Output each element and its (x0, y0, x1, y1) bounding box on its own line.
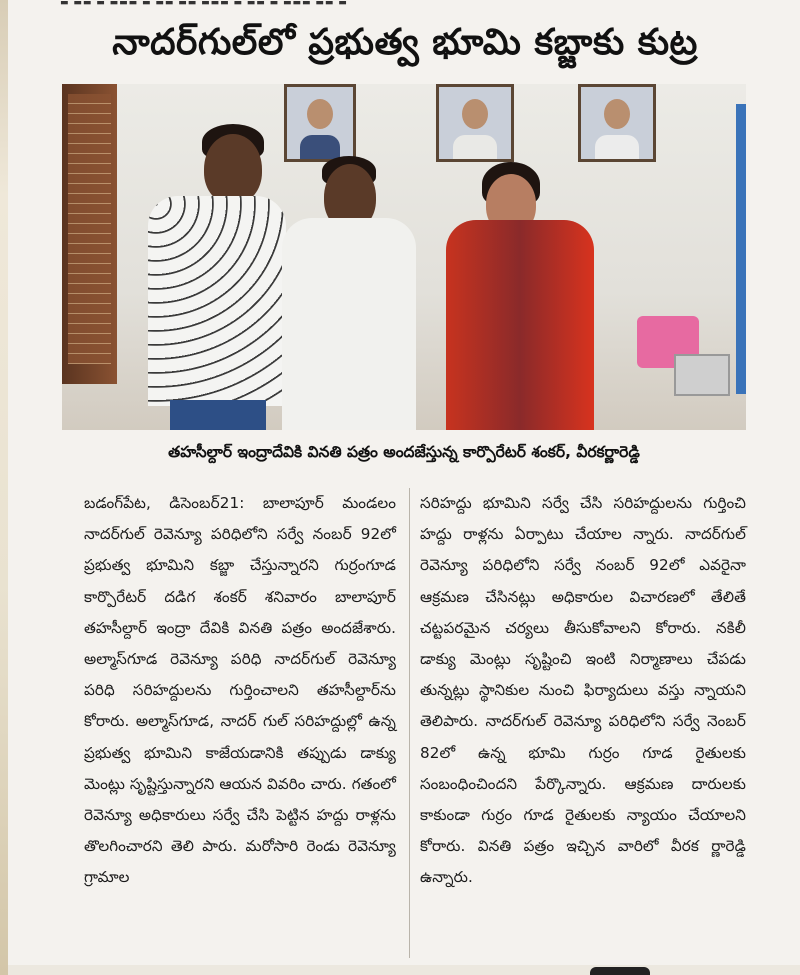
article-headline: నాదర్‌గుల్‌లో ప్రభుత్వ భూమి కబ్జాకు కుట్ర (112, 22, 698, 63)
page-bottom-edge (8, 965, 800, 975)
column-divider (409, 488, 410, 958)
wooden-notice-board (62, 84, 117, 384)
page-left-edge (0, 0, 8, 975)
blue-panel (736, 104, 746, 394)
article-column-right: సరిహద్దు భూమిని సర్వే చేసి సరిహద్దులను గుర్తించి హద్దు రాళ్లను ఏర్పాటు చేయాల న్నారు. నాదర్‌గుల్ రెవెన్యూ పరిధిలోని సర్వే నంబర్ 92లో ఎవరైనా ఆక్రమణ చేసినట్లు అధికారుల విచారణలో తేలితే చట్టపరమైన చర్యలు తీసుకోవాలని కోరారు. నకిలీ డాక్యు మెంట్లు సృష్టించి ఇంటి నిర్మాణాలు చేపడు తున్నట్లు స్థానికుల నుంచి ఫిర్యాదులు వస్తు న్నాయని తెలిపారు. నాదర్‌గుల్ రెవెన్యూ పరిధిలోని సర్వే నెంబర్ 82లో ఉన్న భూమి గుర్రం గూడ రైతులకు సంబంధించిందని పేర్కొన్నారు. ఆక్రమణ దారులకు కాకుండా గుర్రం గూడ రైతులకు న్యాయం చేయాలని కోరారు. వినతి పత్రం ఇచ్చిన వారిలో వీరక ర్ణారెడ్డి ఉన్నారు. (420, 494, 746, 887)
printer (674, 354, 730, 396)
wall-portrait-middle (436, 84, 514, 162)
wall-portrait-left (284, 84, 356, 162)
cut-off-top-text: ▬ ▬▬ ▬ ▬▬▬ ▬ ▬▬ ▬▬ ▬▬▬ ▬ ▬▬ ▬ ▬▬▬ ▬▬ ▬ (60, 0, 348, 8)
article-column-left: బడంగ్‌పేట, డిసెంబర్21: బాలాపూర్ మండలం నాదర్‌గుల్ రెవెన్యూ పరిధిలోని సర్వే నంబర్ 92లో ప్రభుత్వ భూమిని కబ్జా చేస్తున్నారని గుర్రంగూడ కార్పొరేటర్ దడిగ శంకర్ శనివారం బాలాపూర్ తహసీల్దార్ ఇంద్రా దేవికి వినతి పత్రం అందజేశారు. అల్మాస్‌గూడ రెవెన్యూ పరిధి నాదర్‌గుల్ రెవెన్యూ పరిధి సరిహద్దులను గుర్తించాలని తహసీల్దార్‌ను కోరారు. అల్మాస్‌గూడ, నాదర్ గుల్ సరిహద్దుల్లో ఉన్న ప్రభుత్వ భూమిని కాజేయడానికి తప్పుడు డాక్యు మెంట్లు సృష్టిస్తున్నారని ఆయన వివరిం చారు. గతంలో రెవెన్యూ అధికారులు సర్వే చేసి పెట్టిన హద్దు రాళ్లను తొలగించారని తెలి పారు. మరోసారి రెండు రెవెన్యూ గ్రామాల (84, 494, 396, 887)
wall-portrait-right (578, 84, 656, 162)
photo-caption: తహసీల్దార్ ఇంద్రాదేవికి వినతి పత్రం అందజేస్తున్న కార్పొరేటర్ శంకర్, వీరకర్ణారెడ్డి (168, 443, 640, 461)
person-middle (282, 156, 418, 430)
article-photo (62, 84, 746, 430)
person-left (148, 124, 288, 430)
person-right (446, 162, 596, 430)
next-article-fragment (590, 967, 650, 975)
